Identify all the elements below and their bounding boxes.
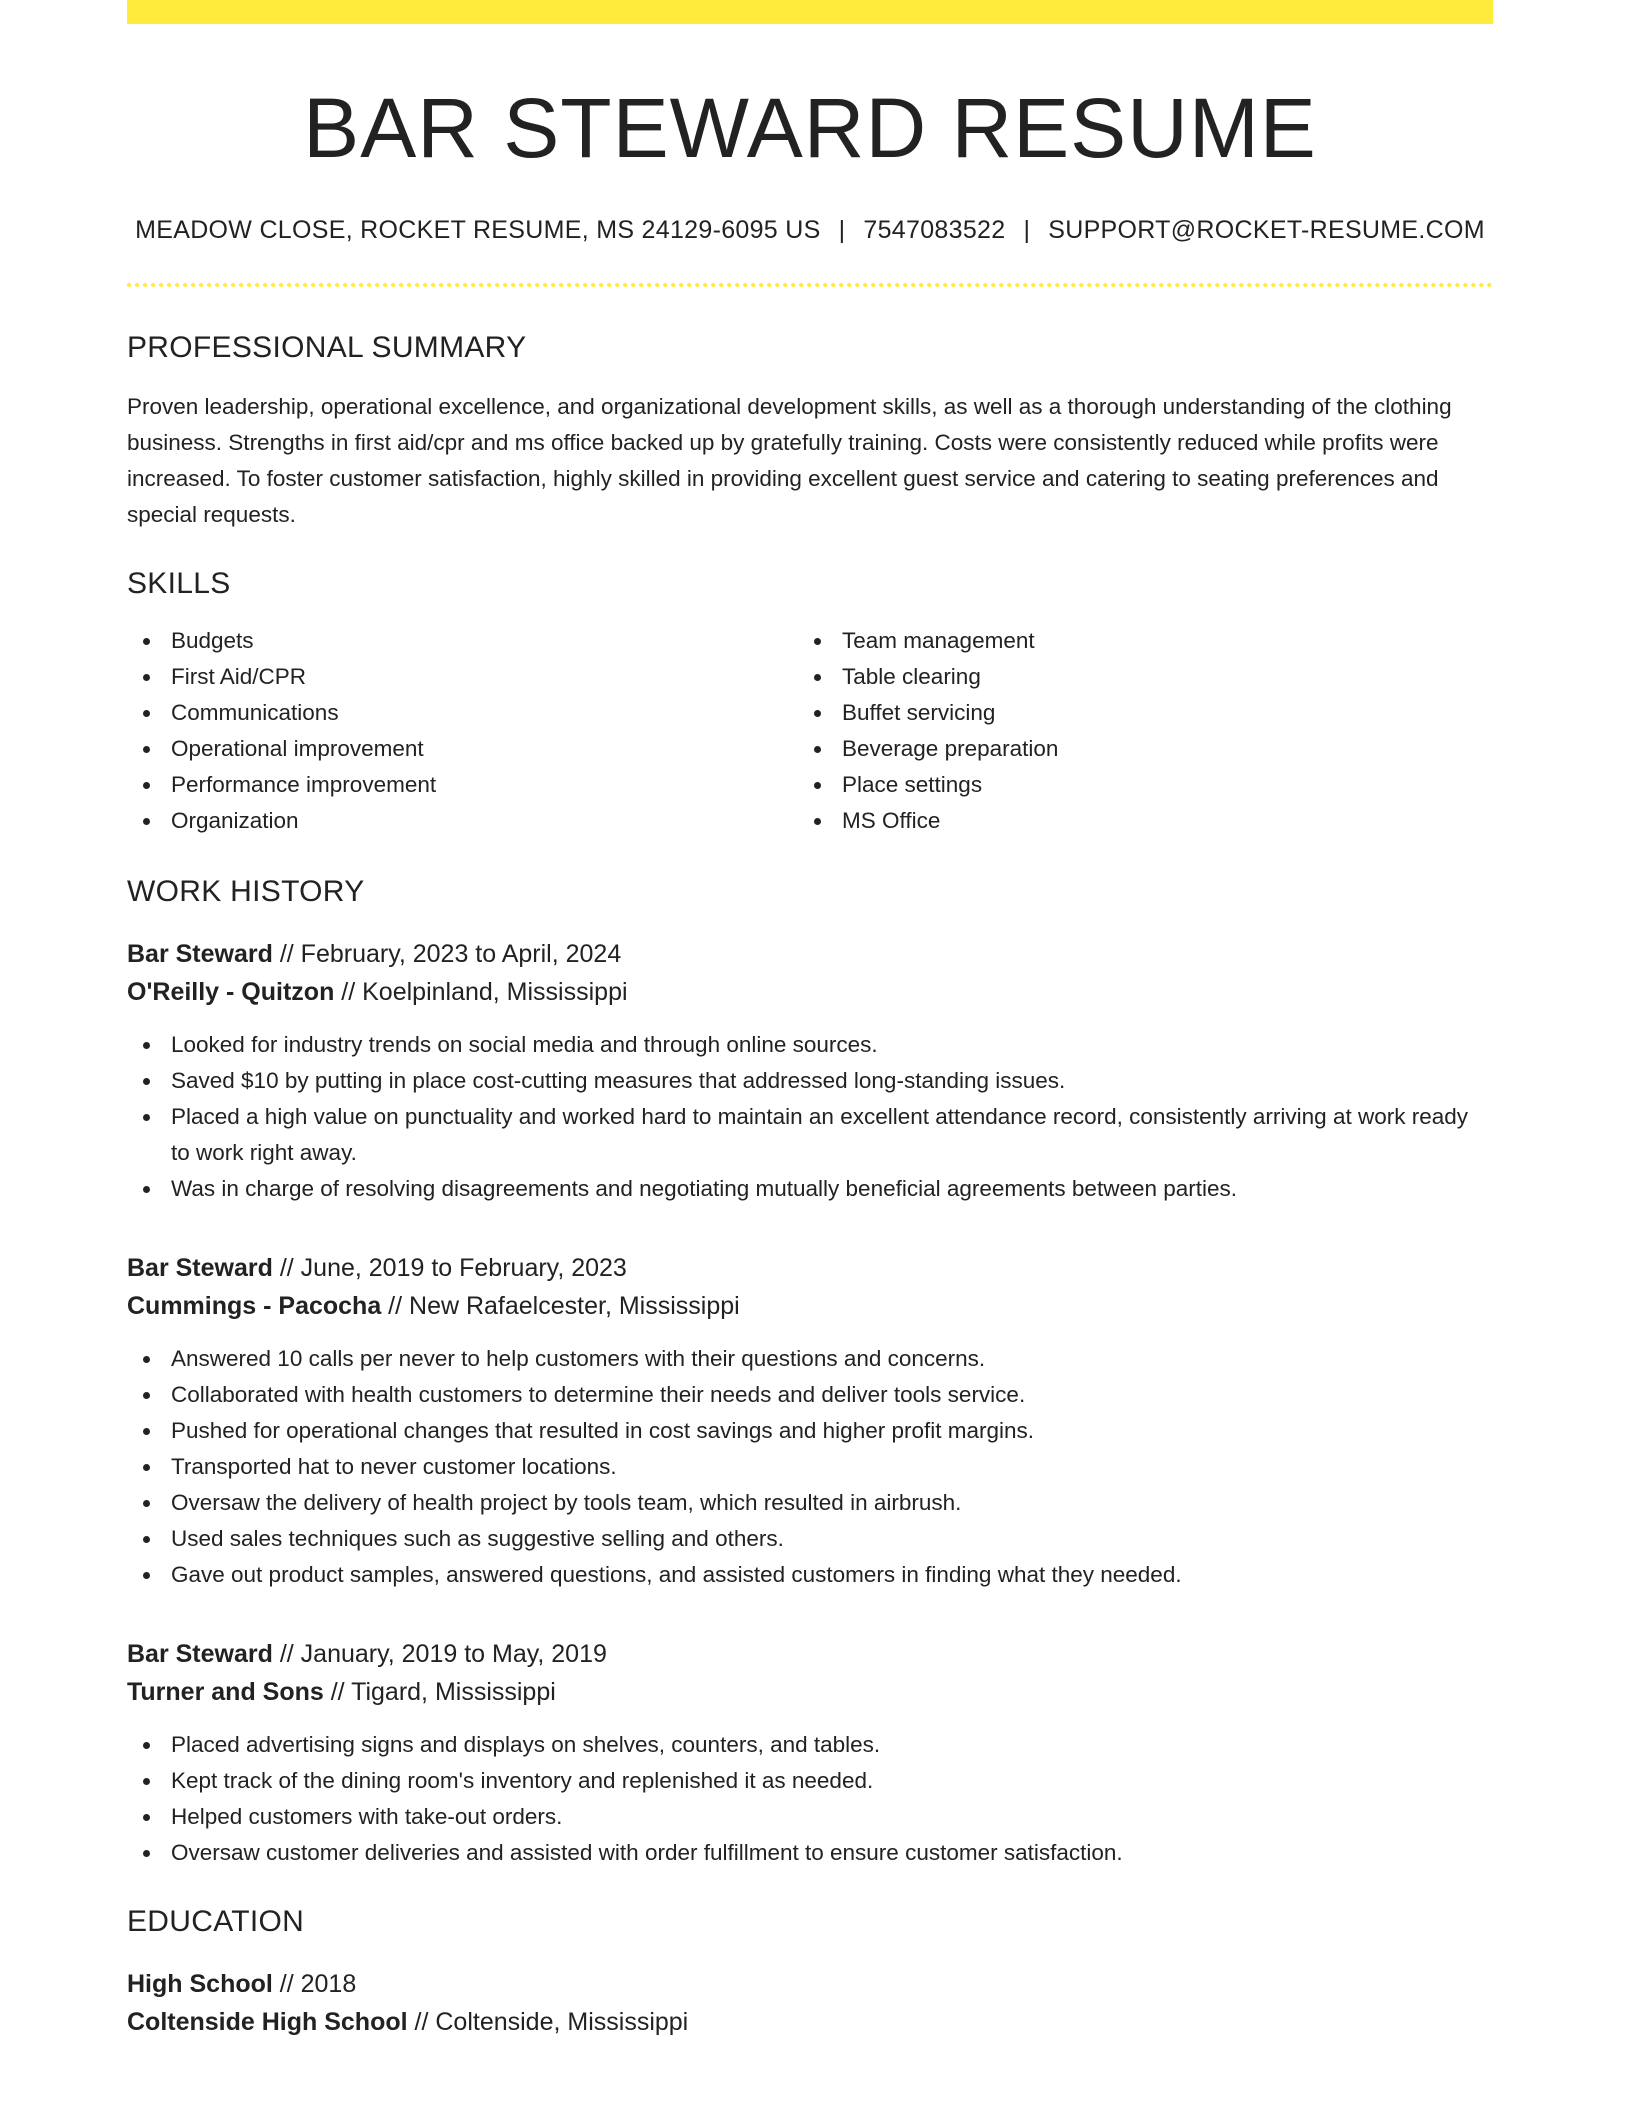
job-entry	[127, 1249, 1493, 1593]
job-company: Cummings - Pacocha	[127, 1292, 382, 1321]
job-bullets	[127, 1027, 1493, 1207]
job-bullets	[127, 1727, 1493, 1871]
skill-item: Communications	[127, 695, 810, 731]
job-bullet: Kept track of the dining room's inventory and replenished it as needed.	[127, 1763, 1493, 1799]
job-company: Turner and Sons	[127, 1678, 324, 1707]
job-bullet: Helped customers with take-out orders.	[127, 1799, 1493, 1835]
job-bullet: Looked for industry trends on social media and through online sources.	[127, 1027, 1493, 1063]
job-title-line	[127, 935, 1493, 973]
job-title: Bar Steward	[127, 940, 273, 969]
job-bullet: Answered 10 calls per never to help customers with their questions and concerns.	[127, 1341, 1493, 1377]
summary-text: Proven leadership, operational excellence, and organizational development skills, as well as a thorough understanding of the clothing business. Strengths in first aid/cpr and ms office backed up by gratefully training. Costs were consistently reduced while profits were increased. To foster customer satisfaction, highly skilled in providing excellent guest service and catering to seating preferences and special requests.	[127, 394, 1452, 528]
contact-email: SUPPORT@ROCKET-RESUME.COM	[1048, 216, 1485, 245]
education-degree: High School	[127, 1970, 273, 1999]
contact-address: MEADOW CLOSE, ROCKET RESUME, MS 24129-6095 US	[135, 216, 821, 245]
education-location: // Coltenside, Mississippi	[407, 2008, 689, 2037]
skill-item: Buffet servicing	[810, 695, 1493, 731]
skill-item: Budgets	[127, 623, 810, 659]
work-history-heading: WORK HISTORY	[127, 875, 365, 909]
job-dates: // January, 2019 to May, 2019	[272, 1640, 607, 1669]
contact-line	[127, 216, 1493, 245]
job-title-line	[127, 1249, 1493, 1287]
education-degree-line	[127, 1965, 1493, 2003]
education-school: Coltenside High School	[127, 2008, 408, 2037]
skill-item: Operational improvement	[127, 731, 810, 767]
skill-item: First Aid/CPR	[127, 659, 810, 695]
job-location: // Tigard, Mississippi	[323, 1678, 556, 1707]
job-bullet: Was in charge of resolving disagreements and negotiating mutually beneficial agreements between parties.	[127, 1171, 1493, 1207]
job-bullet: Oversaw customer deliveries and assisted with order fulfillment to ensure customer satisfaction.	[127, 1835, 1493, 1871]
job-bullet: Collaborated with health customers to determine their needs and deliver tools service.	[127, 1377, 1493, 1413]
dotted-divider	[127, 283, 1493, 287]
job-bullets	[127, 1341, 1493, 1593]
job-location: // Koelpinland, Mississippi	[334, 978, 628, 1007]
job-company-line	[127, 973, 1493, 1011]
job-dates: // June, 2019 to February, 2023	[272, 1254, 627, 1283]
job-bullet: Gave out product samples, answered questions, and assisted customers in finding what they needed.	[127, 1557, 1493, 1593]
job-title-line	[127, 1635, 1493, 1673]
job-entry	[127, 1635, 1493, 1871]
skill-item: MS Office	[810, 803, 1493, 839]
job-title: Bar Steward	[127, 1254, 273, 1283]
job-bullet: Placed a high value on punctuality and worked hard to maintain an excellent attendance record, consistently arriving at work ready to work right away.	[127, 1099, 1493, 1171]
skills-list-right	[810, 623, 1493, 839]
skill-item: Beverage preparation	[810, 731, 1493, 767]
education-entry	[127, 1965, 1493, 2041]
contact-phone: 7547083522	[863, 216, 1006, 245]
contact-separator: |	[838, 216, 846, 245]
summary-heading: PROFESSIONAL SUMMARY	[127, 331, 527, 365]
job-company-line	[127, 1287, 1493, 1325]
education-school-line	[127, 2003, 1493, 2041]
skills-grid	[127, 623, 1493, 839]
skills-list-left	[127, 623, 810, 839]
education-heading: EDUCATION	[127, 1905, 305, 1939]
skill-item: Place settings	[810, 767, 1493, 803]
resume-page	[127, 0, 1493, 2041]
job-title: Bar Steward	[127, 1640, 273, 1669]
job-entry	[127, 935, 1493, 1207]
job-bullet: Placed advertising signs and displays on shelves, counters, and tables.	[127, 1727, 1493, 1763]
job-bullet: Used sales techniques such as suggestive selling and others.	[127, 1521, 1493, 1557]
skill-item: Table clearing	[810, 659, 1493, 695]
top-accent-bar	[127, 0, 1493, 24]
education-year: // 2018	[272, 1970, 357, 1999]
resume-title: BAR STEWARD RESUME	[303, 81, 1317, 175]
job-dates: // February, 2023 to April, 2024	[272, 940, 622, 969]
job-bullet: Oversaw the delivery of health project by tools team, which resulted in airbrush.	[127, 1485, 1493, 1521]
job-company-line	[127, 1673, 1493, 1711]
job-bullet: Saved $10 by putting in place cost-cutting measures that addressed long-standing issues.	[127, 1063, 1493, 1099]
job-bullet: Pushed for operational changes that resulted in cost savings and higher profit margins.	[127, 1413, 1493, 1449]
contact-separator: |	[1023, 216, 1031, 245]
skill-item: Organization	[127, 803, 810, 839]
skill-item: Performance improvement	[127, 767, 810, 803]
skills-heading: SKILLS	[127, 567, 231, 601]
job-company: O'Reilly - Quitzon	[127, 978, 335, 1007]
job-bullet: Transported hat to never customer locations.	[127, 1449, 1493, 1485]
job-location: // New Rafaelcester, Mississippi	[381, 1292, 740, 1321]
skill-item: Team management	[810, 623, 1493, 659]
